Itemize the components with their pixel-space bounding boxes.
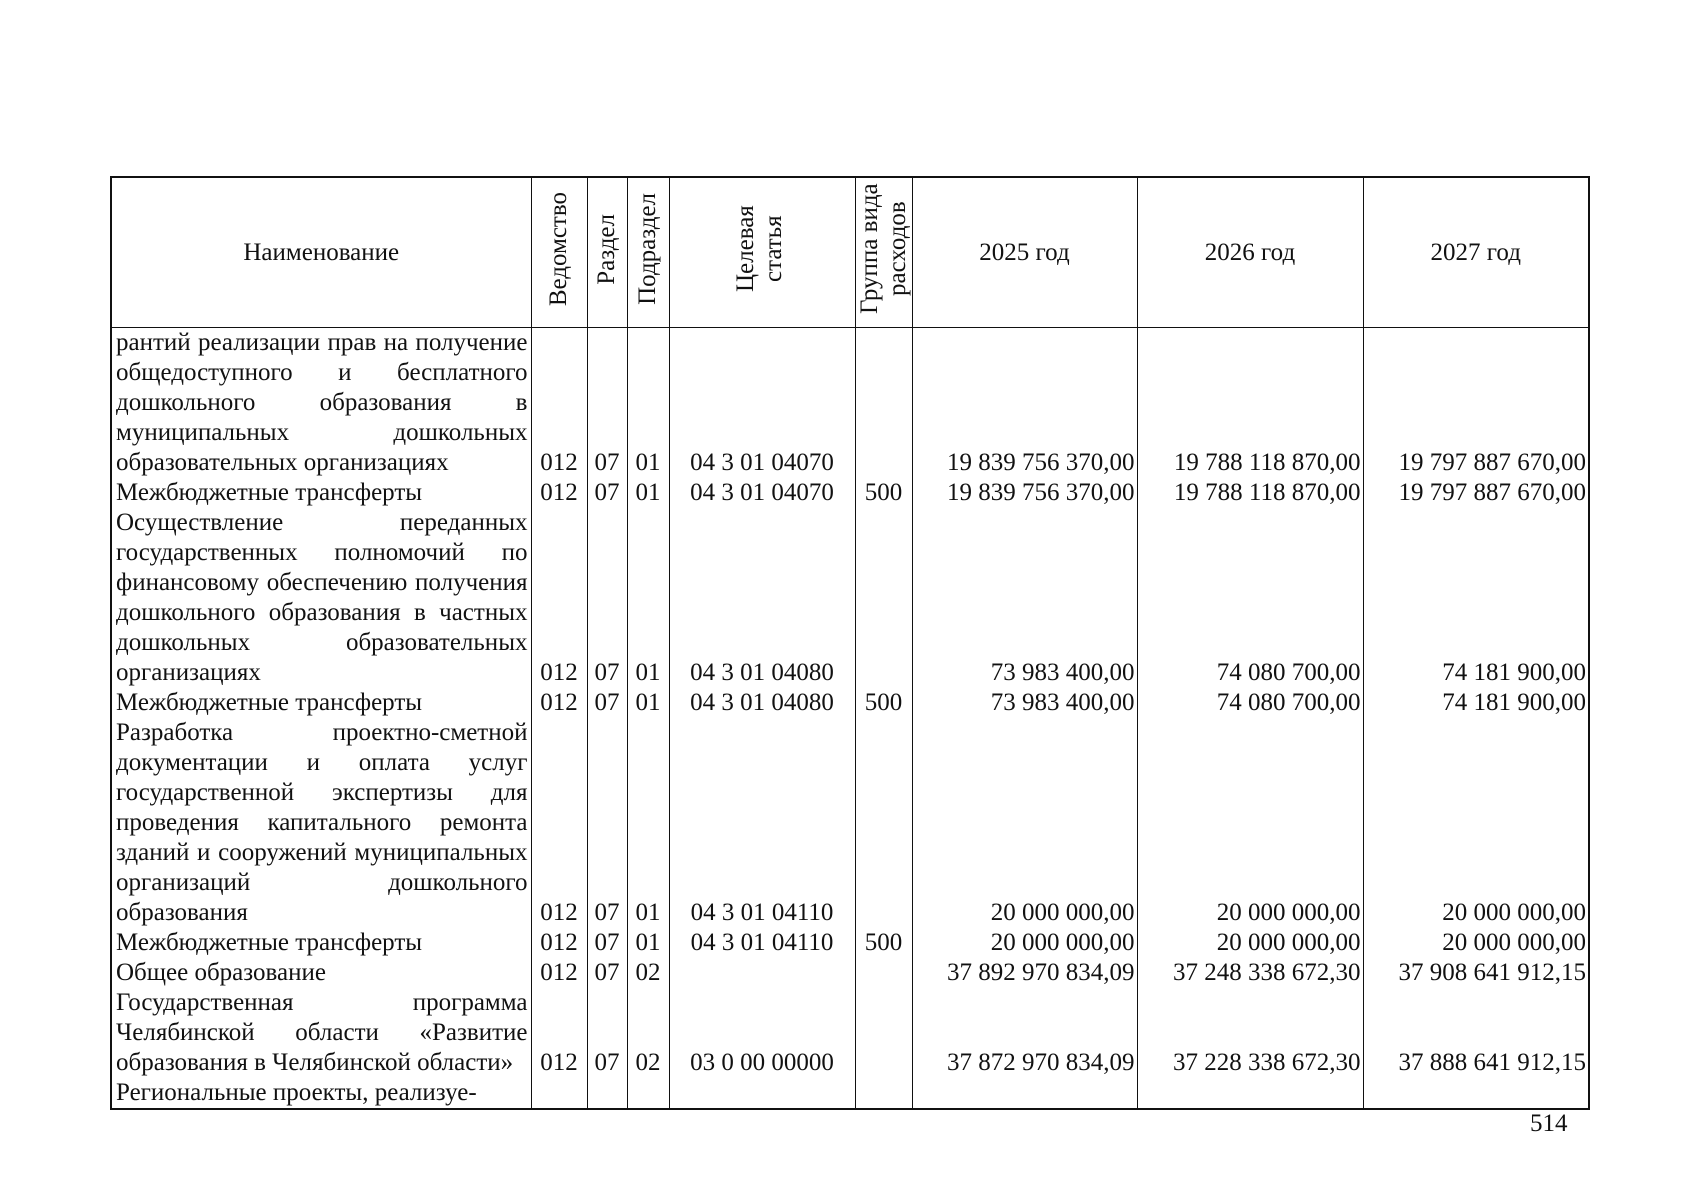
row-2025: 19 839 756 370,00 bbox=[912, 328, 1137, 479]
row-2026: 20 000 000,00 bbox=[1137, 718, 1363, 928]
row-subsection: 01 bbox=[627, 478, 669, 508]
table-row bbox=[111, 478, 1589, 508]
row-article: 04 3 01 04070 bbox=[669, 328, 855, 479]
page-number: 514 bbox=[1530, 1110, 1568, 1137]
row-2025: 37 892 970 834,09 bbox=[912, 958, 1137, 988]
row-section: 07 bbox=[587, 928, 627, 958]
row-dept: 012 bbox=[531, 958, 587, 988]
row-subsection: 01 bbox=[627, 928, 669, 958]
row-2025: 73 983 400,00 bbox=[912, 688, 1137, 718]
row-2027: 19 797 887 670,00 bbox=[1363, 328, 1589, 479]
row-dept bbox=[531, 1078, 587, 1109]
row-dept: 012 bbox=[531, 508, 587, 688]
row-group: 500 bbox=[855, 478, 912, 508]
row-section: 07 bbox=[587, 508, 627, 688]
row-group bbox=[855, 1078, 912, 1109]
row-group bbox=[855, 718, 912, 928]
row-dept: 012 bbox=[531, 328, 587, 479]
row-group bbox=[855, 508, 912, 688]
table-body bbox=[111, 328, 1589, 1110]
row-article: 04 3 01 04070 bbox=[669, 478, 855, 508]
row-article: 04 3 01 04110 bbox=[669, 718, 855, 928]
row-article bbox=[669, 1078, 855, 1109]
row-2027: 37 888 641 912,15 bbox=[1363, 988, 1589, 1078]
table-row bbox=[111, 688, 1589, 718]
row-name: рантий реализации прав на получение общедоступного и бесплатного дошкольного образования в муниципальных дошкольных образовательных организациях bbox=[111, 328, 531, 479]
row-subsection: 02 bbox=[627, 988, 669, 1078]
row-name: Межбюджетные трансферты bbox=[111, 928, 531, 958]
row-group bbox=[855, 328, 912, 479]
row-dept: 012 bbox=[531, 928, 587, 958]
row-group bbox=[855, 958, 912, 988]
row-name: Межбюджетные трансферты bbox=[111, 478, 531, 508]
row-subsection: 01 bbox=[627, 688, 669, 718]
row-2025: 20 000 000,00 bbox=[912, 718, 1137, 928]
row-2026 bbox=[1137, 1078, 1363, 1109]
row-section: 07 bbox=[587, 688, 627, 718]
table-row bbox=[111, 508, 1589, 688]
header-section: Раздел bbox=[587, 177, 627, 328]
table-row bbox=[111, 718, 1589, 928]
row-dept: 012 bbox=[531, 688, 587, 718]
row-2027: 19 797 887 670,00 bbox=[1363, 478, 1589, 508]
header-name: Наименование bbox=[111, 177, 531, 328]
row-2027 bbox=[1363, 1078, 1589, 1109]
table-row bbox=[111, 988, 1589, 1078]
row-section: 07 bbox=[587, 328, 627, 479]
row-2027: 37 908 641 912,15 bbox=[1363, 958, 1589, 988]
row-name: Осуществление переданных государственных полномочий по финансовому обеспечению получения дошкольного образования в частных дошкольных образовательных организациях bbox=[111, 508, 531, 688]
row-2027: 20 000 000,00 bbox=[1363, 928, 1589, 958]
row-subsection: 01 bbox=[627, 508, 669, 688]
row-dept: 012 bbox=[531, 988, 587, 1078]
row-2026: 37 248 338 672,30 bbox=[1137, 958, 1363, 988]
row-group: 500 bbox=[855, 688, 912, 718]
row-2027: 74 181 900,00 bbox=[1363, 688, 1589, 718]
row-dept: 012 bbox=[531, 718, 587, 928]
row-subsection bbox=[627, 1078, 669, 1109]
table-row bbox=[111, 958, 1589, 988]
row-2025: 73 983 400,00 bbox=[912, 508, 1137, 688]
row-section: 07 bbox=[587, 988, 627, 1078]
row-2027: 74 181 900,00 bbox=[1363, 508, 1589, 688]
row-2026: 20 000 000,00 bbox=[1137, 928, 1363, 958]
header-target-article: Целевая статья bbox=[669, 177, 855, 328]
row-2025: 19 839 756 370,00 bbox=[912, 478, 1137, 508]
header-2026: 2026 год bbox=[1137, 177, 1363, 328]
row-2026: 37 228 338 672,30 bbox=[1137, 988, 1363, 1078]
header-subsection: Подраздел bbox=[627, 177, 669, 328]
row-group bbox=[855, 988, 912, 1078]
row-2026: 19 788 118 870,00 bbox=[1137, 328, 1363, 479]
row-subsection: 01 bbox=[627, 718, 669, 928]
row-2025: 20 000 000,00 bbox=[912, 928, 1137, 958]
header-expense-group: Группа вида расходов bbox=[855, 177, 912, 328]
row-article: 04 3 01 04110 bbox=[669, 928, 855, 958]
header-department: Ведомство bbox=[531, 177, 587, 328]
row-article: 04 3 01 04080 bbox=[669, 688, 855, 718]
table-row bbox=[111, 328, 1589, 479]
header-2025: 2025 год bbox=[912, 177, 1137, 328]
row-2026: 19 788 118 870,00 bbox=[1137, 478, 1363, 508]
row-section: 07 bbox=[587, 718, 627, 928]
row-2026: 74 080 700,00 bbox=[1137, 508, 1363, 688]
row-name: Региональные проекты, реализуе- bbox=[111, 1078, 531, 1109]
row-name: Разработка проектно-сметной документации и оплата услуг государственной экспертизы для проведения капитального ремонта зданий и сооружений муниципальных организаций дошкольного образования bbox=[111, 718, 531, 928]
row-name: Государственная программа Челябинской области «Развитие образования в Челябинской области» bbox=[111, 988, 531, 1078]
row-name: Общее образование bbox=[111, 958, 531, 988]
table-row bbox=[111, 1078, 1589, 1109]
row-subsection: 01 bbox=[627, 328, 669, 479]
row-group: 500 bbox=[855, 928, 912, 958]
row-2027: 20 000 000,00 bbox=[1363, 718, 1589, 928]
row-2025: 37 872 970 834,09 bbox=[912, 988, 1137, 1078]
table-row bbox=[111, 928, 1589, 958]
row-dept: 012 bbox=[531, 478, 587, 508]
header-2027: 2027 год bbox=[1363, 177, 1589, 328]
row-article: 03 0 00 00000 bbox=[669, 988, 855, 1078]
row-subsection: 02 bbox=[627, 958, 669, 988]
row-section: 07 bbox=[587, 478, 627, 508]
budget-table bbox=[110, 176, 1590, 1110]
row-2026: 74 080 700,00 bbox=[1137, 688, 1363, 718]
row-article: 04 3 01 04080 bbox=[669, 508, 855, 688]
row-article bbox=[669, 958, 855, 988]
row-name: Межбюджетные трансферты bbox=[111, 688, 531, 718]
row-section: 07 bbox=[587, 958, 627, 988]
table-header bbox=[111, 177, 1589, 328]
row-2025 bbox=[912, 1078, 1137, 1109]
row-section bbox=[587, 1078, 627, 1109]
